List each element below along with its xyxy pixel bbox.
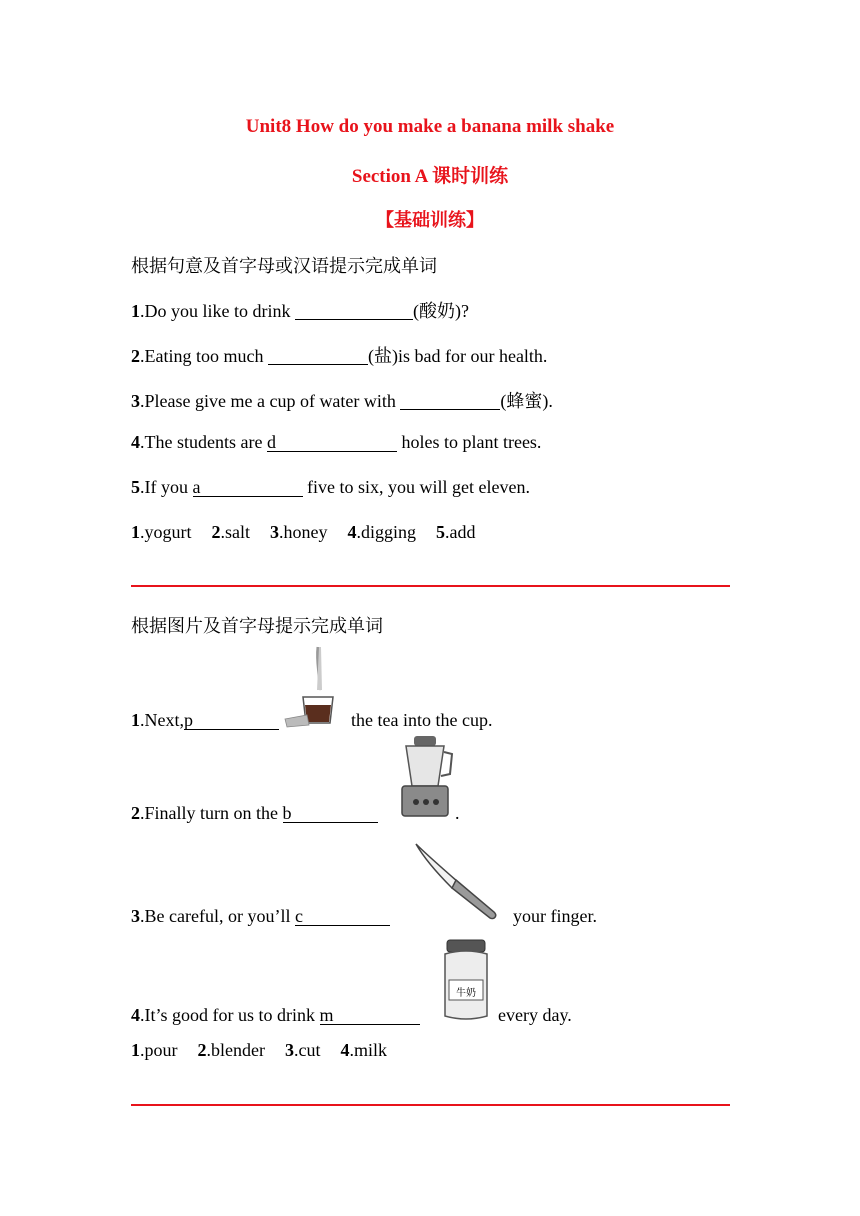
part2-instruction: 根据图片及首字母提示完成单词	[131, 616, 383, 637]
blender-icon	[396, 734, 456, 820]
answer-blank[interactable]: m	[320, 1006, 420, 1025]
answer-blank[interactable]	[295, 301, 413, 320]
answer-blank[interactable]: a	[193, 478, 303, 497]
part2-question-4-end: every day.	[498, 1005, 572, 1025]
part2-question-1: 1.Next,p	[131, 710, 279, 731]
part2-question-1-end: the tea into the cup.	[351, 710, 493, 730]
knife-icon	[412, 840, 502, 922]
part1-question-3: 3.Please give me a cup of water with (蜂蜜).	[131, 391, 553, 411]
part2-answers: 1.pour 2.blender 3.cut 4.milk	[131, 1040, 387, 1060]
answer-blank[interactable]	[400, 391, 500, 410]
part2-question-3-end: your finger.	[513, 906, 597, 926]
part2-question-2: 2.Finally turn on the b	[131, 803, 378, 824]
pouring-tea-icon	[283, 645, 343, 730]
part1-question-2: 2.Eating too much (盐)is bad for our health.	[131, 346, 548, 366]
part1-question-5: 5.If you a five to six, you will get eleven.	[131, 477, 530, 497]
page-title: Unit8 How do you make a banana milk shake	[245, 116, 615, 137]
section-heading: 【基础训练】	[376, 210, 484, 231]
page-subtitle: Section A 课时训练	[351, 166, 509, 187]
answer-blank[interactable]: b	[283, 804, 378, 823]
milk-jar-icon	[441, 938, 491, 1024]
part1-answers: 1.yogurt 2.salt 3.honey 4.digging 5.add	[131, 522, 476, 542]
answer-blank[interactable]: p	[184, 711, 279, 730]
part1-question-1: 1.Do you like to drink (酸奶)?	[131, 301, 469, 321]
part1-instruction: 根据句意及首字母或汉语提示完成单词	[131, 256, 437, 277]
part2-question-3: 3.Be careful, or you’ll c	[131, 906, 390, 927]
answer-blank[interactable]: c	[295, 907, 390, 926]
section-divider	[131, 585, 730, 587]
jar-label: 牛奶	[456, 988, 476, 999]
section-divider	[131, 1104, 730, 1106]
part2-question-4: 4.It’s good for us to drink m	[131, 1005, 420, 1026]
part2-question-2-end: .	[455, 803, 460, 823]
part1-question-4: 4.The students are d holes to plant trees.	[131, 432, 542, 452]
answer-blank[interactable]: d	[267, 433, 397, 452]
answer-blank[interactable]	[268, 346, 368, 365]
